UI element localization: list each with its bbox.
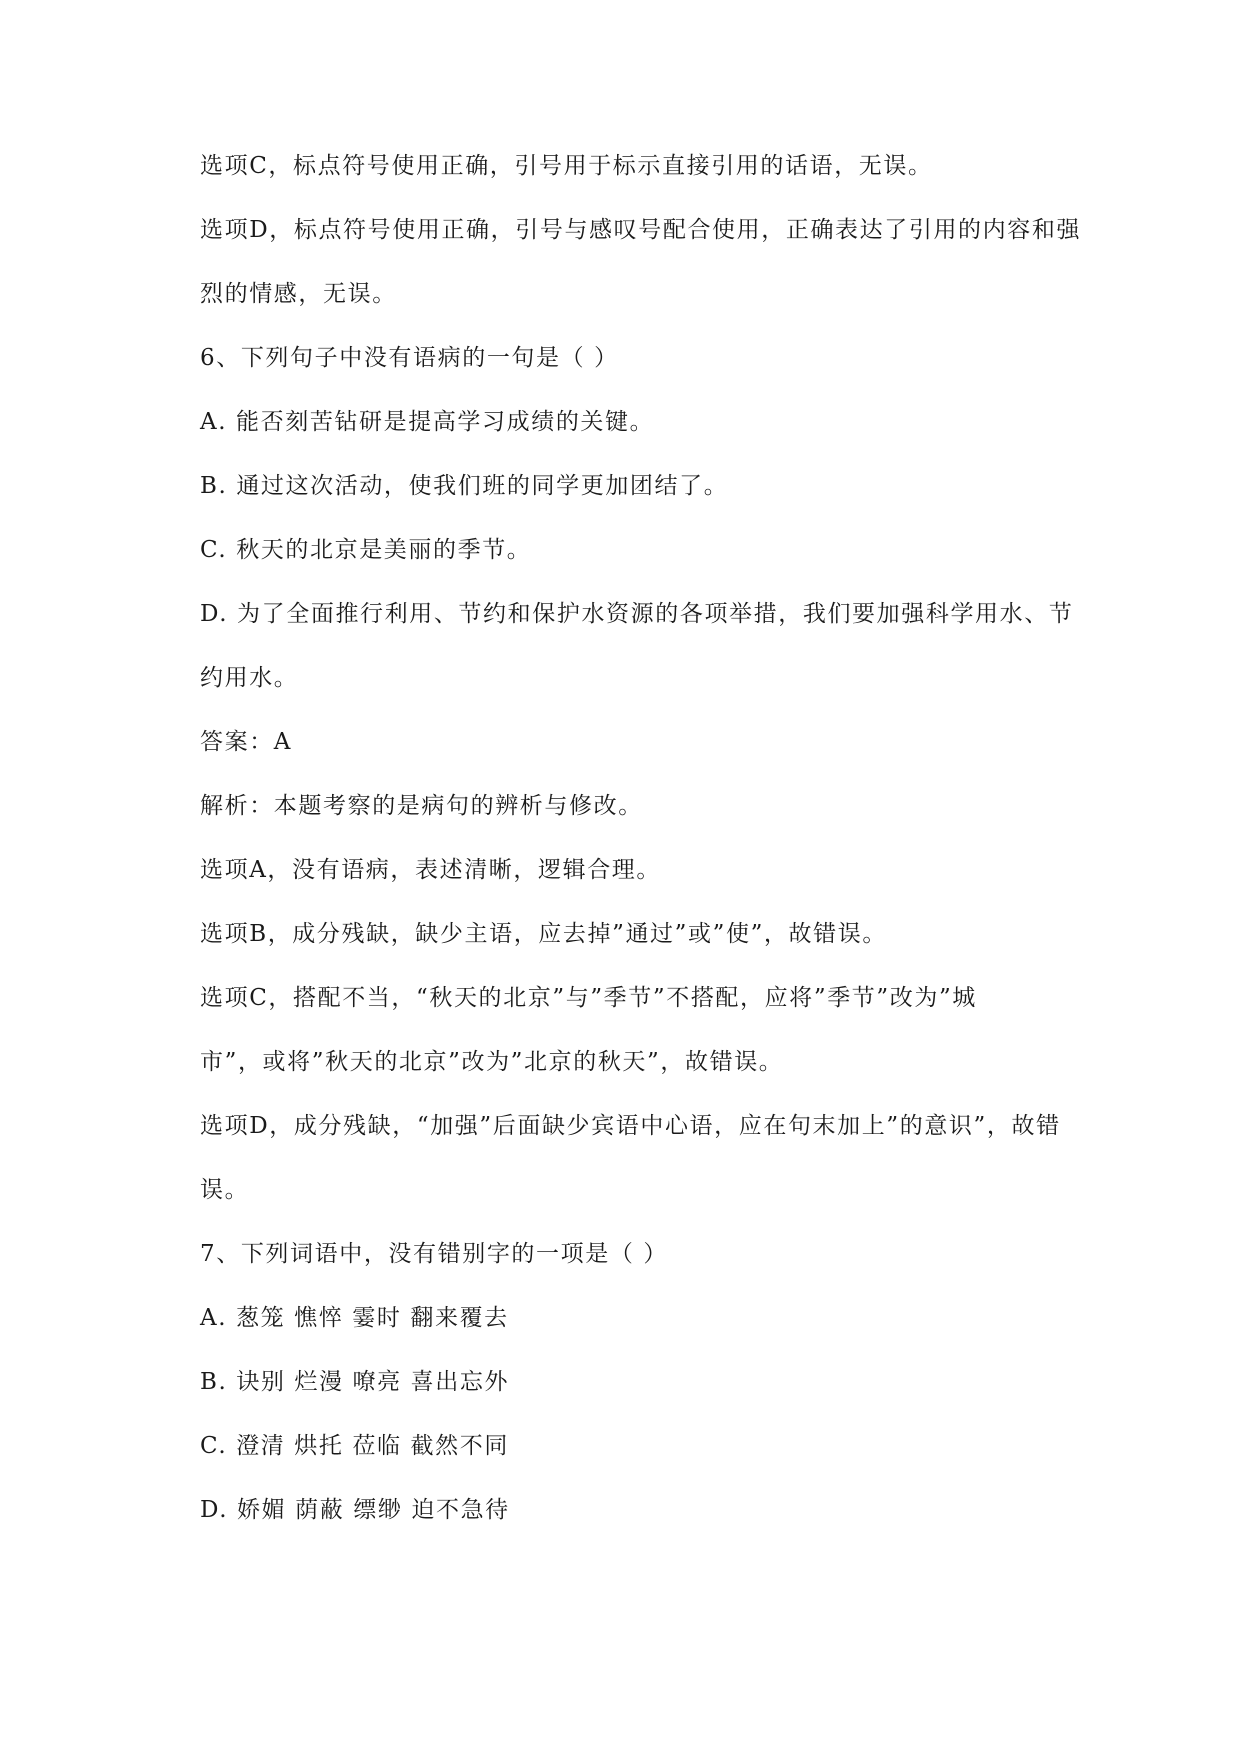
question-6-option-c: C. 秋天的北京是美丽的季节。 bbox=[200, 537, 532, 563]
analysis-option-b: 选项B，成分残缺，缺少主语，应去掉”通过”或”使”，故错误。 bbox=[200, 921, 887, 947]
question-7-option-a: A. 葱笼 憔悴 霎时 翻来覆去 bbox=[200, 1305, 509, 1331]
question-6-option-d: D. 为了全面推行利用、节约和保护水资源的各项举措，我们要加强科学用水、节 bbox=[200, 601, 1074, 627]
analysis-option-a: 选项A，没有语病，表述清晰，逻辑合理。 bbox=[200, 857, 662, 883]
analysis-option-c: 选项C，搭配不当，“秋天的北京”与”季节”不搭配，应将”季节”改为”城 bbox=[200, 985, 977, 1011]
question-6-option-a: A. 能否刻苦钻研是提高学习成绩的关键。 bbox=[200, 409, 655, 435]
text-line-option-d-explanation: 选项D，标点符号使用正确，引号与感叹号配合使用，正确表达了引用的内容和强 bbox=[200, 217, 1082, 243]
analysis-option-d-cont: 误。 bbox=[200, 1177, 250, 1203]
question-7-option-c: C. 澄清 烘托 莅临 截然不同 bbox=[200, 1433, 509, 1459]
question-7-stem: 7、下列词语中，没有错别字的一项是（ ） bbox=[200, 1241, 668, 1267]
question-7-option-b: B. 诀别 烂漫 嘹亮 喜出忘外 bbox=[200, 1369, 510, 1395]
text-line-option-d-explanation-cont: 烈的情感，无误。 bbox=[200, 281, 397, 307]
text-line-option-c-explanation: 选项C，标点符号使用正确，引号用于标示直接引用的话语，无误。 bbox=[200, 153, 933, 179]
question-6-option-d-cont: 约用水。 bbox=[200, 665, 299, 691]
question-7-option-d: D. 娇媚 荫蔽 缥缈 迫不急待 bbox=[200, 1497, 510, 1523]
question-6-answer: 答案：A bbox=[200, 729, 293, 755]
question-6-analysis: 解析：本题考察的是病句的辨析与修改。 bbox=[200, 793, 643, 819]
question-6-option-b: B. 通过这次活动，使我们班的同学更加团结了。 bbox=[200, 473, 729, 499]
analysis-option-d: 选项D，成分残缺，“加强”后面缺少宾语中心语，应在句末加上”的意识”，故错 bbox=[200, 1113, 1061, 1139]
analysis-option-c-cont: 市”，或将”秋天的北京”改为”北京的秋天”，故错误。 bbox=[200, 1049, 784, 1075]
question-6-stem: 6、下列句子中没有语病的一句是（ ） bbox=[200, 345, 619, 371]
